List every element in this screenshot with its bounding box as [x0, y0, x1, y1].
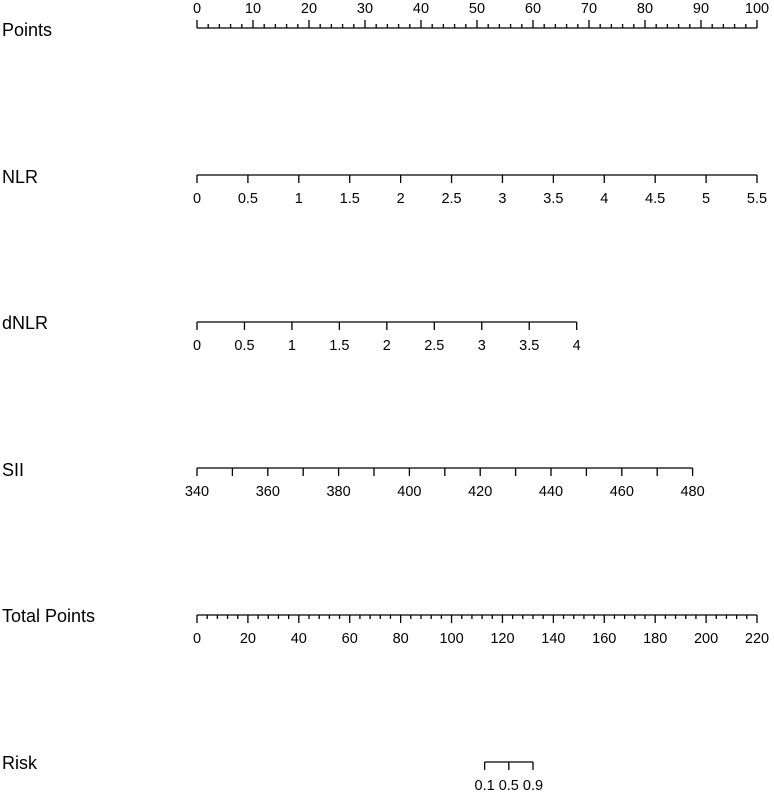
row-label-dnlr: dNLR	[2, 313, 49, 333]
tick-label-sii: 460	[609, 484, 634, 500]
tick-label-points: 80	[636, 1, 654, 17]
tick-label-points: 70	[580, 1, 598, 17]
tick-label-total: 220	[744, 631, 770, 647]
tick-label-dnlr: 1	[287, 338, 296, 354]
tick-label-points: 90	[692, 1, 710, 17]
row-label-sii: SII	[2, 460, 25, 480]
tick-label-sii: 400	[397, 484, 422, 500]
row-label-nlr: NLR	[2, 167, 39, 187]
tick-label-total: 100	[439, 631, 464, 647]
tick-label-total: 200	[693, 631, 719, 647]
tick-label-nlr: 0	[192, 191, 202, 207]
tick-label-sii: 380	[326, 484, 351, 500]
tick-label-sii: 340	[184, 484, 210, 500]
tick-label-nlr: 2.5	[441, 191, 462, 207]
tick-label-nlr: 3.5	[543, 191, 564, 207]
tick-label-dnlr: 1.5	[329, 338, 350, 354]
tick-label-nlr: 2	[396, 191, 405, 207]
tick-label-nlr: 1.5	[339, 191, 360, 207]
tick-label-nlr: 5	[702, 191, 711, 207]
tick-label-points: 30	[356, 1, 374, 17]
tick-label-points: 100	[744, 1, 770, 17]
tick-label-total: 20	[239, 631, 256, 647]
tick-label-total: 40	[290, 631, 307, 647]
tick-label-points: 60	[524, 1, 542, 17]
tick-label-total: 0	[192, 631, 202, 647]
tick-label-dnlr: 2.5	[424, 338, 445, 354]
tick-label-sii: 420	[468, 484, 493, 500]
tick-label-points: 40	[412, 1, 430, 17]
tick-label-risk: 0.9	[522, 778, 544, 793]
tick-label-total: 180	[643, 631, 668, 647]
tick-label-total: 60	[341, 631, 358, 647]
tick-label-points: 50	[468, 1, 486, 17]
tick-label-dnlr: 3	[477, 338, 486, 354]
tick-label-total: 160	[592, 631, 617, 647]
row-label-total-points: Total Points	[2, 606, 96, 626]
tick-label-sii: 440	[538, 484, 564, 500]
tick-label-points: 20	[300, 1, 318, 17]
tick-label-total: 120	[490, 631, 515, 647]
tick-label-nlr: 1	[294, 191, 303, 207]
axes-group	[185, 1, 769, 793]
row-label-points: Points	[2, 20, 53, 40]
tick-label-dnlr: 0	[192, 338, 202, 354]
tick-label-sii: 360	[255, 484, 280, 500]
tick-label-risk: 0.1	[474, 778, 495, 793]
tick-label-risk: 0.5	[498, 778, 519, 793]
row-label-risk: Risk	[2, 753, 37, 773]
tick-label-nlr: 3	[498, 191, 507, 207]
tick-label-dnlr: 4	[572, 338, 581, 354]
tick-label-nlr: 5.5	[746, 191, 768, 207]
tick-label-sii: 480	[680, 484, 705, 500]
tick-label-points: 0	[192, 1, 202, 17]
tick-label-total: 80	[392, 631, 409, 647]
tick-label-points: 10	[244, 1, 262, 17]
tick-label-nlr: 0.5	[237, 191, 258, 207]
tick-label-dnlr: 2	[382, 338, 391, 354]
tick-label-dnlr: 0.5	[234, 338, 255, 354]
tick-label-total: 140	[541, 631, 566, 647]
tick-label-nlr: 4.5	[645, 191, 666, 207]
tick-label-nlr: 4	[600, 191, 609, 207]
tick-label-dnlr: 3.5	[519, 338, 540, 354]
